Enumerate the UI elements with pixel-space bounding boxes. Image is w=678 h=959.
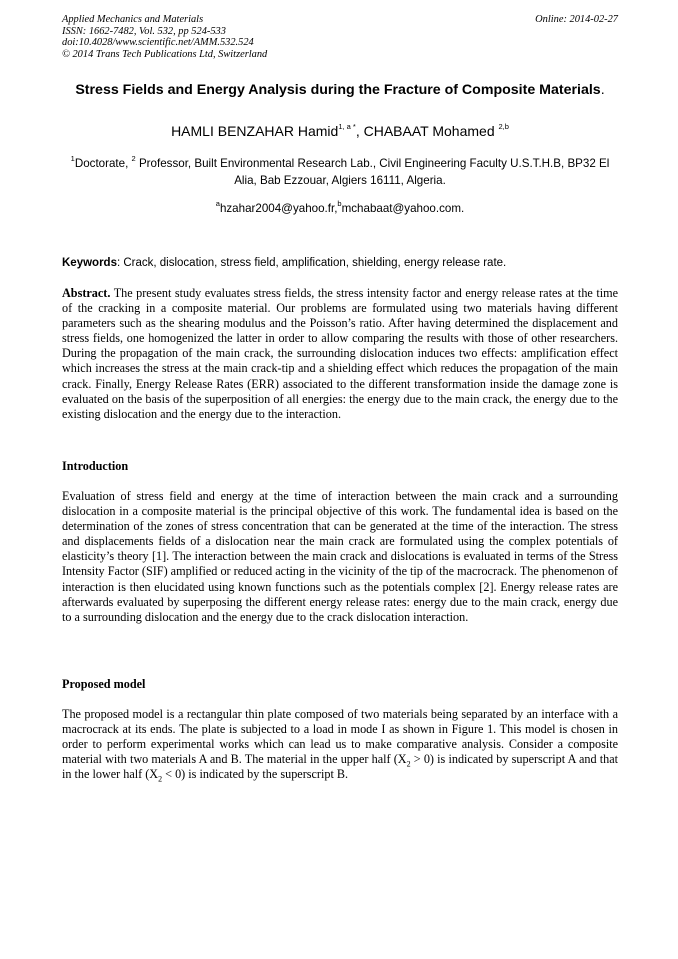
author-1-sup: 1, a *	[338, 122, 356, 132]
abstract-text: The present study evaluates stress fields, the stress intensity factor and energy release rates at the time of the cracking in a composite material. Our problems are formulated using two materials having different parameters such as the shearing modulus and the Poisson’s ratio. After having determined the displacement and stress fields, one homogenized the latter in order to allow comparing the results with those of other researchers. During the propagation of the main crack, the surrounding dislocation induces two effects: amplification effect which increases the stress at the main crack-tip and a shielding effect which reduces the propagation of the main crack. Finally, Energy Release Rates (ERR) associated to the different transformation inside the damage zone is evaluated on the basis of the superposition of all energies: the energy due to the main crack, the energy due to the existing dislocation and the energy due to the interaction.	[62, 286, 618, 421]
journal-copyright: © 2014 Trans Tech Publications Ltd, Switzerland	[62, 48, 268, 60]
model-text-2: > 0) is indicated by superscript A and that in the lower half (X	[62, 752, 618, 782]
abstract	[62, 286, 618, 422]
journal-issn: ISSN: 1662-7482, Vol. 532, pp 524-533	[62, 25, 226, 37]
affiliation	[62, 156, 618, 189]
author-1-name: HAMLI BENZAHAR Hamid	[171, 123, 339, 139]
email-b-sup: b	[337, 199, 342, 209]
author-2-sup: 2,b	[498, 122, 509, 132]
model-sub-2: 2	[158, 774, 163, 784]
email-a-sup: a	[215, 199, 220, 209]
affiliation-sup-2: 2	[131, 154, 136, 164]
proposed-model-heading: Proposed model	[62, 677, 146, 691]
online-date: Online: 2014-02-27	[535, 14, 618, 25]
journal-doi: doi:10.4028/www.scientific.net/AMM.532.524	[62, 37, 254, 49]
author-emails	[62, 201, 618, 217]
author-2-name: CHABAAT Mohamed	[363, 123, 499, 139]
affiliation-part-2: Professor, Built Environmental Research Lab., Civil Engineering Faculty U.S.T.H.B, BP32 El Alia, Bab Ezzouar, Algiers 16111, Algeria.	[135, 157, 610, 187]
model-text-1: The proposed model is a rectangular thin plate composed of two materials being separated by an interface with a macrocrack at its ends. The plate is subjected to a load in mode I as shown in Figure 1. This model is chosen in order to perform experimental works which can lead us to make comparative analysis. Consider a composite material with two materials A and B. The material in the upper half (X	[62, 707, 618, 767]
paper-title-end: .	[600, 82, 605, 98]
affiliation-part-1: Doctorate,	[74, 157, 132, 170]
keywords-label: Keywords	[62, 257, 117, 269]
email-b[interactable]: mchabaat@yahoo.com.	[341, 202, 465, 215]
paper-title	[62, 81, 618, 100]
keywords	[62, 256, 618, 271]
introduction-heading: Introduction	[62, 459, 129, 473]
author-line	[62, 122, 618, 140]
paper-title-text: Stress Fields and Energy Analysis during the Fracture of Composite Materials	[75, 82, 601, 98]
introduction-paragraph: Evaluation of stress field and energy at the time of interaction between the main crack and a surrounding dislocation in a composite material is the principal objective of this work. The fundamental idea is based on the determination of the zones of stress concentration that can be generated at the time of the interaction. The stress and displacements fields of a dislocation near the main crack are formulated using the complex potentials of elasticity’s theory [1]. The interaction between the main crack and dislocations is evaluated in terms of the Stress Intensity Factor (SIF) amplified or reduced acting in the vicinity of the tip of the macrocrack. The phenomenon of interaction is then elucidated using known functions such as the potentials complex [2]. Energy release rates are afterwards evaluated by superposing the different energy release rates: energy due to the main crack, energy due to a surrounding dislocation and the energy due to the crack dislocation interaction.	[62, 489, 618, 624]
model-sub-1: 2	[406, 759, 411, 769]
journal-header	[62, 14, 618, 60]
proposed-model-paragraph	[62, 707, 618, 782]
abstract-label: Abstract.	[62, 286, 111, 300]
affiliation-sup-1: 1	[70, 154, 75, 164]
journal-name: Applied Mechanics and Materials	[62, 14, 204, 25]
email-a[interactable]: hzahar2004@yahoo.fr,	[219, 202, 338, 215]
model-text-3: < 0) is indicated by the superscript B.	[162, 767, 349, 782]
author-separator: ,	[355, 123, 364, 139]
keywords-text: : Crack, dislocation, stress field, amplification, shielding, energy release rate.	[116, 257, 507, 269]
